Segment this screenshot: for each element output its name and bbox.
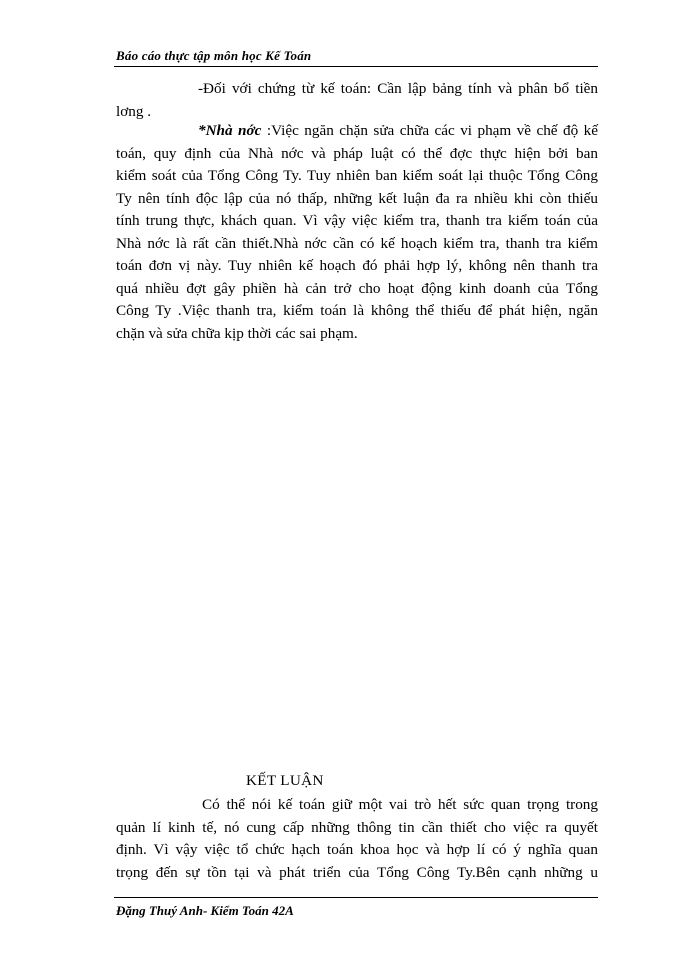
text-line: chặn và sửa chữa kịp thời các sai phạm. bbox=[116, 324, 358, 342]
paragraph-lead: *Nhà nớc bbox=[198, 122, 262, 139]
paragraph-accounting-documents bbox=[116, 78, 598, 123]
text-line: quá nhiều đợt gây phiền hà cản trở cho hoạt động kinh doanh của Tổng bbox=[116, 279, 598, 297]
text-line: Nhà nớc là rất cần thiết.Nhà nớc cần có kế hoạch kiểm tra, thanh tra kiểm bbox=[116, 234, 598, 252]
text-line: Có thể nói kế toán giữ một vai trò hết sức quan trọng trong bbox=[202, 796, 598, 813]
text-line: lơng . bbox=[116, 102, 152, 120]
header-divider bbox=[114, 66, 598, 67]
text-line: tính trung thực, khách quan. Vì vậy việc kiểm tra, thanh tra kiểm toán của bbox=[116, 212, 598, 229]
text-line: định. Vì vậy việc tổ chức hạch toán khoa học và hợp lí có ý nghĩa quan bbox=[116, 841, 598, 858]
text-line: toán đơn vị này. Tuy nhiên kế hoạch đó phải hợp lý, không nên thanh tra bbox=[116, 257, 598, 274]
text-line-rest: :Việc ngăn chặn sửa chữa các vi phạm về chế độ kế bbox=[266, 122, 598, 139]
text-line bbox=[116, 120, 598, 143]
paragraph-conclusion bbox=[116, 794, 598, 884]
text-line: trọng đến sự tồn tại và phát triển của Tổng Công Ty.Bên cạnh những u bbox=[116, 863, 598, 881]
page-header-title: Báo cáo thực tập môn học Kế Toán bbox=[116, 48, 312, 63]
text-line: -Đối với chứng từ kế toán: Cần lập bảng tính và phân bổ tiền bbox=[198, 80, 598, 97]
conclusion-heading: KẾT LUẬN bbox=[246, 772, 324, 789]
text-line: toán, quy định của Nhà nớc và pháp luật có thể đợc thực hiện bởi ban bbox=[116, 144, 598, 162]
text-line: quản lí kinh tế, nó cung cấp những thông tin cần thiết cho việc ra quyết bbox=[116, 818, 598, 836]
page-footer-author: Đặng Thuý Anh- Kiểm Toán 42A bbox=[116, 903, 294, 918]
text-line: kiểm soát của Tổng Công Ty. Tuy nhiên ban kiểm soát lại thuộc Tổng Công bbox=[116, 167, 598, 184]
footer-divider bbox=[114, 897, 598, 898]
text-line: Ty nên tính độc lập của nó thấp, những kết luận đa ra nhiều khi còn thiếu bbox=[116, 189, 598, 207]
paragraph-state-role bbox=[116, 120, 598, 345]
text-line: Công Ty .Việc thanh tra, kiểm toán là không thể thiếu để phát hiện, ngăn bbox=[116, 302, 598, 319]
